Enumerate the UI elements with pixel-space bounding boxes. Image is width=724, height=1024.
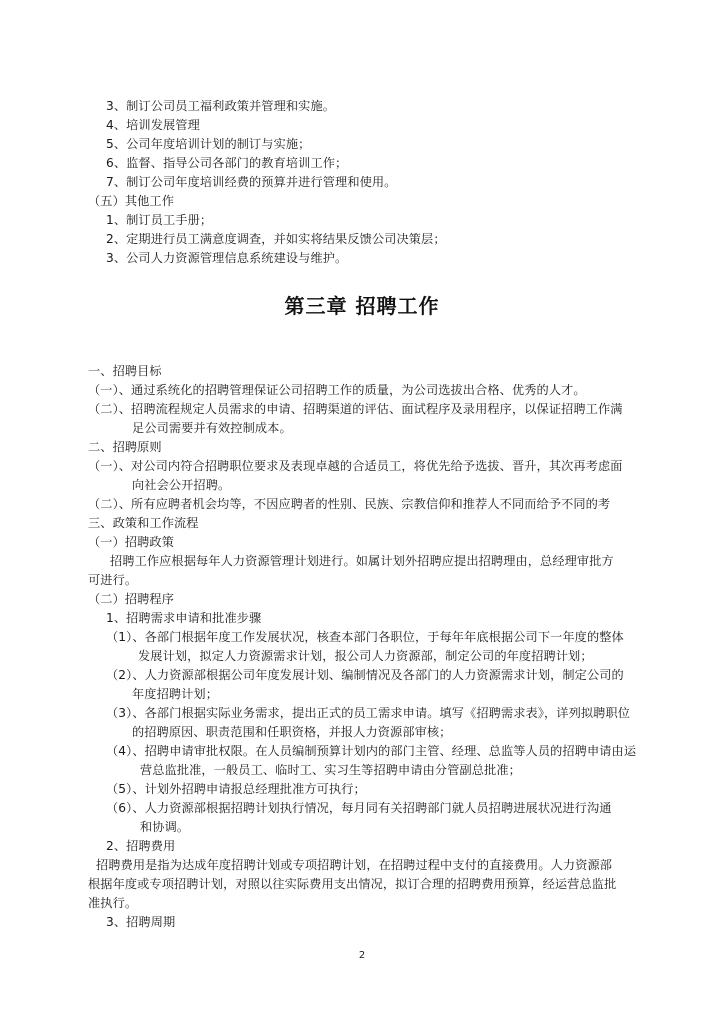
top-list-line: 4、培训发展管理: [106, 118, 200, 132]
body-line: 向社会公开招聘。: [132, 478, 231, 492]
body-line: 招聘费用是指为达成年度招聘计划或专项招聘计划，在招聘过程中支付的直接费用。人力资源部: [96, 858, 613, 872]
body-line: 招聘工作应根据每年人力资源管理计划进行。如属计划外招聘应提出招聘理由，总经理审批方: [110, 554, 614, 568]
body-line: 根据年度或专项招聘计划，对照以往实际费用支出情况，拟订合理的招聘费用预算，经运营总监批: [88, 877, 617, 891]
body-line: 足公司需要并有效控制成本。: [132, 421, 292, 435]
list-item: （5）、计划外招聘申请报总经理批准方可执行；: [106, 782, 366, 796]
list-item: 1、招聘需求申请和批准步骤: [106, 611, 262, 625]
list-item: （6）、人力资源部根据招聘计划执行情况，每月同有关招聘部门就人员招聘进展状况进行沟通: [106, 801, 612, 815]
body-line: 和协调。: [140, 820, 190, 834]
section-heading: 一、招聘目标: [88, 364, 162, 378]
top-list-line: 2、定期进行员工满意度调查，并如实将结果反馈公司决策层；: [106, 232, 446, 246]
body-line: （一）、对公司内符合招聘职位要求及表现卓越的合适员工，将优先给予选拔、晋升，其次再考虑面: [88, 459, 623, 473]
list-item: （2）、人力资源部根据公司年度发展计划、编制情况及各部门的人力资源需求计划，制定公司的: [106, 668, 624, 682]
top-list-line: 3、制订公司员工福利政策并管理和实施。: [106, 99, 336, 113]
body-line: （二）、所有应聘者机会均等，不因应聘者的性别、民族、宗教信仰和推荐人不同而给予不同的考: [88, 497, 611, 511]
top-list-line: 6、监督、指导公司各部门的教育培训工作；: [106, 156, 348, 170]
list-item: （1）、各部门根据年度工作发展状况，核查本部门各职位，于每年年底根据公司下一年度的整体: [106, 630, 624, 644]
chapter-title: 第三章 招聘工作: [284, 294, 440, 318]
body-line: 的招聘原因、职责范围和任职资格，并报人力资源部审核；: [132, 725, 452, 739]
list-item: 2、招聘费用: [106, 839, 176, 853]
section-heading: （五）其他工作: [88, 194, 175, 208]
body-line: （二）、招聘流程规定人员需求的申请、招聘渠道的评估、面试程序及录用程序，以保证招聘工作满: [88, 402, 623, 416]
body-line: 营总监批准，一般员工、临时工、实习生等招聘申请由分管副总批准；: [140, 763, 521, 777]
section-heading: 二、招聘原则: [88, 440, 162, 454]
subsection-heading: （一）招聘政策: [88, 535, 175, 549]
body-line: 年度招聘计划；: [132, 687, 219, 701]
list-item: （3）、各部门根据实际业务需求，提出正式的员工需求申请。填写《招聘需求表》，详列拟聘职位: [106, 706, 631, 720]
list-item: 3、招聘周期: [106, 915, 176, 929]
body-line: 发展计划，拟定人力资源需求计划，报公司人力资源部，制定公司的年度招聘计划；: [138, 649, 593, 663]
body-line: 准执行。: [88, 896, 138, 910]
page-number: 2: [358, 950, 366, 961]
subsection-heading: （二）招聘程序: [88, 592, 175, 606]
body-line: （一）、通过系统化的招聘管理保证公司招聘工作的质量，为公司选拔出合格、优秀的人才。: [88, 383, 586, 397]
top-list-line: 3、公司人力资源管理信息系统建设与维护。: [106, 251, 348, 265]
top-list-line: 5、公司年度培训计划的制订与实施；: [106, 137, 311, 151]
top-list-line: 7、制订公司年度培训经费的预算并进行管理和使用。: [106, 175, 397, 189]
top-list-line: 1、制订员工手册；: [106, 213, 213, 227]
list-item: （4）、招聘申请审批权限。在人员编制预算计划内的部门主管、经理、总监等人员的招聘申请由运: [106, 744, 637, 758]
body-line: 可进行。: [88, 573, 138, 587]
section-heading: 三、政策和工作流程: [88, 516, 199, 530]
